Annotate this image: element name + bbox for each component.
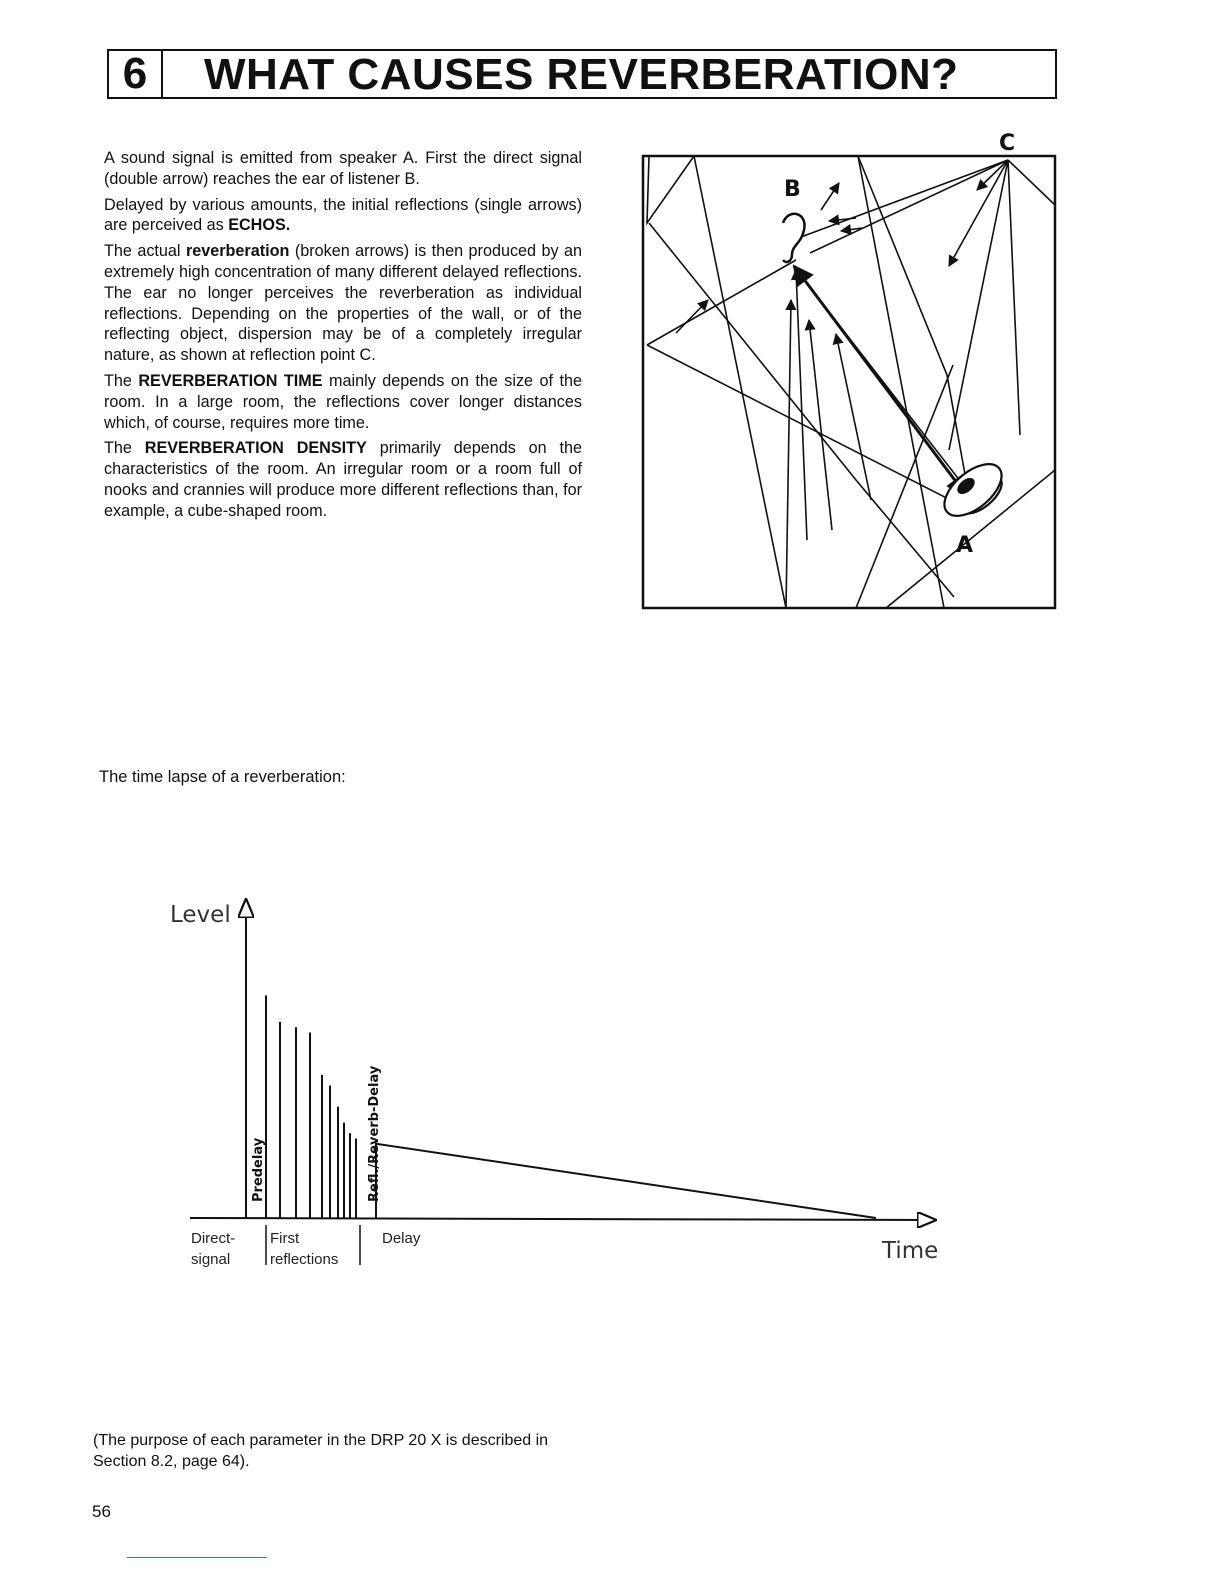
body-text [104, 148, 582, 527]
text-run: Delayed by various amounts, the initial reflections (single arrows) are perceived as [104, 195, 582, 235]
listener-ear-icon [783, 214, 805, 262]
direct-double-arrow [794, 266, 966, 495]
predelay-label: Predelay [251, 1137, 266, 1202]
phase-label-first: First [270, 1230, 300, 1247]
x-axis-label: Time [882, 1238, 939, 1264]
y-axis-label: Level [170, 902, 231, 928]
x-axis [190, 1218, 935, 1220]
phase-label-delay: Delay [382, 1230, 421, 1247]
label-a: A [956, 533, 974, 558]
reverb-time-chart [150, 880, 950, 1280]
text-run: (broken arrows) is then produced by an extremely high concentration of many different delayed reflections. The ear no longer perceives the reverberation as individual reflections. Depending on the properties of the wall, or of the reflecting object, dispersion may be of a completely irregular nature, as shown at reflection point C. [104, 242, 582, 365]
footer-rule [127, 1557, 267, 1558]
paragraph [104, 241, 582, 366]
text-run: mainly depends on the size of the room. In a large room, the reflections cover longer distances which, of course, requires more time. [104, 371, 582, 432]
room-reflection-diagram [636, 120, 1066, 615]
label-c: C [999, 131, 1016, 156]
label-b: B [784, 177, 801, 202]
text-run: A sound signal is emitted from speaker A. First the direct signal (double arrow) reaches the ear of listener B. [104, 149, 582, 188]
bold-term: reverberation [185, 242, 290, 261]
text-run: The [104, 371, 139, 390]
phase-label-direct: Direct- [191, 1230, 236, 1247]
bold-term: REVERBERATION DENSITY [144, 439, 367, 458]
reflection-paths [647, 156, 1055, 608]
paragraph [104, 148, 582, 190]
room-outline [643, 156, 1055, 608]
refl-reverb-delay-label: Refl./Reverb-Delay [367, 1065, 382, 1202]
section-number: 6 [109, 51, 163, 97]
text-run: The actual [104, 242, 186, 261]
reverb-decay-line [376, 1144, 876, 1218]
paragraph [104, 371, 582, 433]
section-header [107, 49, 1057, 99]
bold-term: ECHOS. [228, 216, 291, 235]
page-number: 56 [92, 1502, 111, 1521]
text-run: primarily depends on the characteristics of the room. An irregular room or a room full of nooks and crannies will produce more different reflections than, for example, a cube-shaped room. [104, 439, 582, 520]
section-title: WHAT CAUSES REVERBERATION? [204, 50, 959, 99]
paragraph [104, 195, 582, 237]
phase-label-first: reflections [270, 1251, 339, 1268]
text-run: The [104, 439, 145, 458]
phase-label-direct: signal [191, 1251, 231, 1268]
paragraph [104, 438, 582, 521]
footnote: (The purpose of each parameter in the DRP 20 X is described in Section 8.2, page 64). [93, 1432, 549, 1470]
bold-term: REVERBERATION TIME [138, 371, 323, 390]
chart-caption: The time lapse of a reverberation: [99, 768, 346, 786]
